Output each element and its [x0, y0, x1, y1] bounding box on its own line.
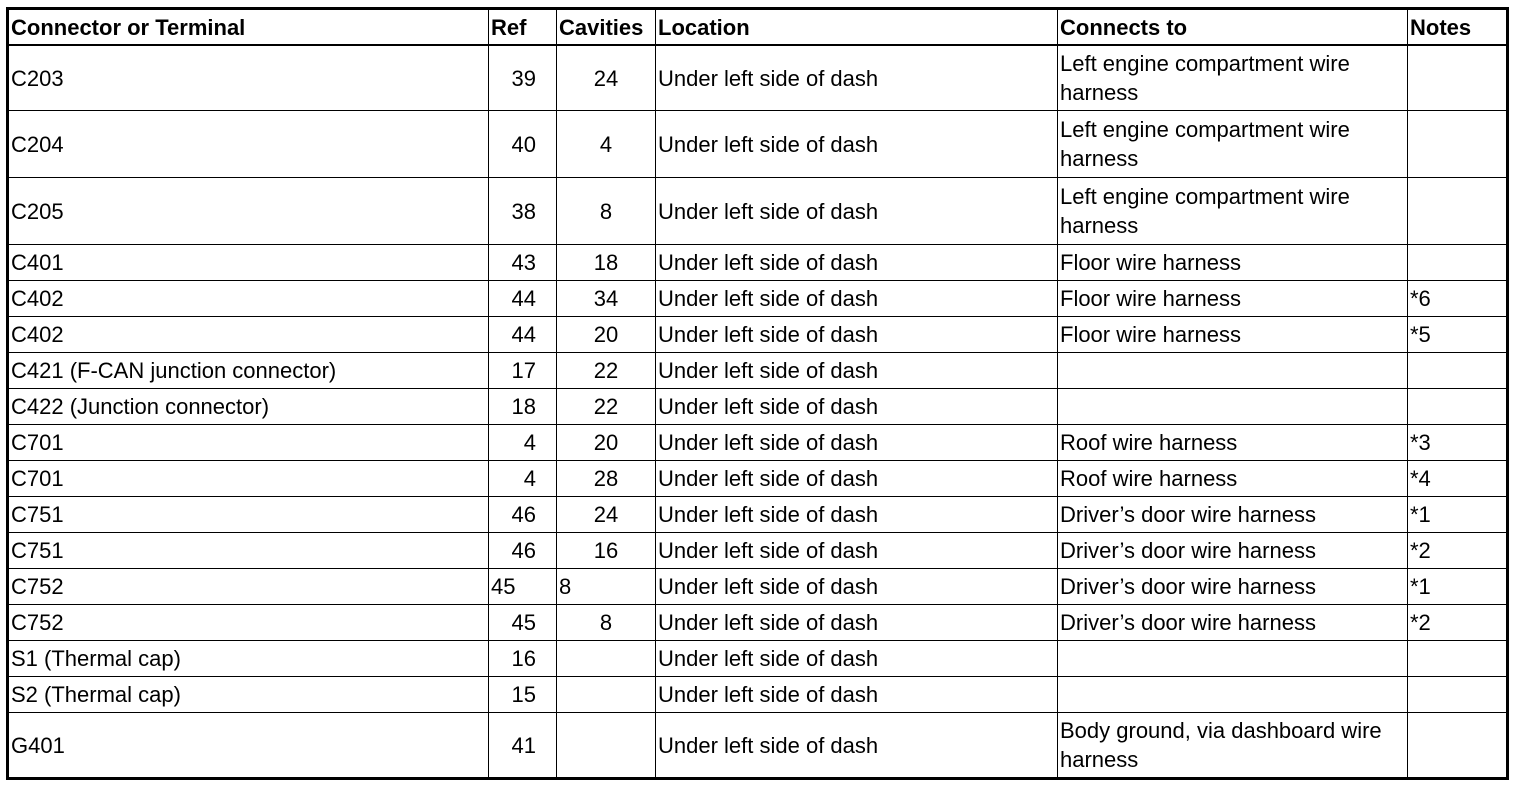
- cell-connector: C204: [8, 111, 489, 178]
- cell-location: Under left side of dash: [656, 533, 1058, 569]
- cell-ref: 41: [489, 713, 557, 779]
- cell-notes: [1408, 45, 1508, 111]
- cell-connector: C751: [8, 533, 489, 569]
- cell-location: Under left side of dash: [656, 45, 1058, 111]
- cell-location: Under left side of dash: [656, 353, 1058, 389]
- cell-cavities: 4: [557, 111, 656, 178]
- table-row: [8, 497, 1508, 533]
- cell-ref: 45: [489, 605, 557, 641]
- table-row: [8, 178, 1508, 245]
- cell-notes: *2: [1408, 533, 1508, 569]
- cell-location: Under left side of dash: [656, 245, 1058, 281]
- cell-connector: C752: [8, 569, 489, 605]
- cell-ref: 40: [489, 111, 557, 178]
- cell-connector: C752: [8, 605, 489, 641]
- cell-connects-to: [1058, 353, 1408, 389]
- cell-ref: 4: [489, 461, 557, 497]
- cell-connector: C422 (Junction connector): [8, 389, 489, 425]
- cell-connects-to: Floor wire harness: [1058, 317, 1408, 353]
- cell-cavities: 16: [557, 533, 656, 569]
- cell-notes: [1408, 353, 1508, 389]
- table-row: [8, 569, 1508, 605]
- cell-ref: 39: [489, 45, 557, 111]
- header-cavities: Cavities: [557, 9, 656, 46]
- table-row: [8, 677, 1508, 713]
- cell-notes: [1408, 245, 1508, 281]
- cell-connects-to: Left engine compartment wire harness: [1058, 111, 1408, 178]
- cell-cavities: 22: [557, 353, 656, 389]
- table-row: [8, 533, 1508, 569]
- cell-cavities: 24: [557, 497, 656, 533]
- cell-location: Under left side of dash: [656, 389, 1058, 425]
- cell-location: Under left side of dash: [656, 605, 1058, 641]
- cell-location: Under left side of dash: [656, 569, 1058, 605]
- connector-table-container: [6, 7, 1509, 780]
- cell-cavities: 24: [557, 45, 656, 111]
- cell-connects-to: Roof wire harness: [1058, 461, 1408, 497]
- table-row: [8, 281, 1508, 317]
- cell-cavities: 22: [557, 389, 656, 425]
- cell-ref: 38: [489, 178, 557, 245]
- cell-connector: C203: [8, 45, 489, 111]
- cell-notes: *1: [1408, 569, 1508, 605]
- cell-ref: 18: [489, 389, 557, 425]
- table-row: [8, 389, 1508, 425]
- header-notes: Notes: [1408, 9, 1508, 46]
- cell-cavities: 8: [557, 178, 656, 245]
- header-row: [8, 9, 1508, 46]
- cell-notes: [1408, 677, 1508, 713]
- cell-location: Under left side of dash: [656, 713, 1058, 779]
- cell-location: Under left side of dash: [656, 497, 1058, 533]
- cell-connects-to: Floor wire harness: [1058, 281, 1408, 317]
- cell-connects-to: [1058, 641, 1408, 677]
- cell-cavities: 18: [557, 245, 656, 281]
- cell-location: Under left side of dash: [656, 677, 1058, 713]
- cell-connector: C701: [8, 461, 489, 497]
- cell-ref: 4: [489, 425, 557, 461]
- cell-ref: 16: [489, 641, 557, 677]
- cell-location: Under left side of dash: [656, 178, 1058, 245]
- cell-connects-to: Roof wire harness: [1058, 425, 1408, 461]
- cell-notes: *5: [1408, 317, 1508, 353]
- cell-notes: [1408, 111, 1508, 178]
- cell-location: Under left side of dash: [656, 111, 1058, 178]
- cell-connects-to: Left engine compartment wire harness: [1058, 178, 1408, 245]
- table-row: [8, 353, 1508, 389]
- table-row: [8, 45, 1508, 111]
- cell-cavities: [557, 677, 656, 713]
- cell-connects-to: [1058, 389, 1408, 425]
- cell-ref: 17: [489, 353, 557, 389]
- cell-connector: S1 (Thermal cap): [8, 641, 489, 677]
- cell-notes: [1408, 389, 1508, 425]
- cell-location: Under left side of dash: [656, 317, 1058, 353]
- cell-connector: C421 (F-CAN junction connector): [8, 353, 489, 389]
- table-row: [8, 461, 1508, 497]
- cell-connects-to: Floor wire harness: [1058, 245, 1408, 281]
- header-location: Location: [656, 9, 1058, 46]
- cell-location: Under left side of dash: [656, 281, 1058, 317]
- cell-ref: 46: [489, 497, 557, 533]
- cell-cavities: 28: [557, 461, 656, 497]
- cell-notes: [1408, 178, 1508, 245]
- cell-cavities: 34: [557, 281, 656, 317]
- cell-cavities: 8: [557, 569, 656, 605]
- connector-table: [6, 7, 1509, 780]
- cell-cavities: [557, 641, 656, 677]
- cell-connects-to: Body ground, via dashboard wire harness: [1058, 713, 1408, 779]
- cell-location: Under left side of dash: [656, 425, 1058, 461]
- cell-ref: 43: [489, 245, 557, 281]
- table-row: [8, 245, 1508, 281]
- cell-ref: 44: [489, 317, 557, 353]
- table-row: [8, 111, 1508, 178]
- cell-notes: *6: [1408, 281, 1508, 317]
- cell-notes: *3: [1408, 425, 1508, 461]
- cell-connector: G401: [8, 713, 489, 779]
- cell-ref: 46: [489, 533, 557, 569]
- cell-notes: *4: [1408, 461, 1508, 497]
- cell-connector: S2 (Thermal cap): [8, 677, 489, 713]
- cell-cavities: 20: [557, 317, 656, 353]
- cell-connector: C751: [8, 497, 489, 533]
- cell-notes: [1408, 713, 1508, 779]
- header-connects-to: Connects to: [1058, 9, 1408, 46]
- cell-ref: 44: [489, 281, 557, 317]
- table-row: [8, 713, 1508, 779]
- table-row: [8, 317, 1508, 353]
- table-row: [8, 641, 1508, 677]
- cell-connects-to: Driver’s door wire harness: [1058, 497, 1408, 533]
- cell-connects-to: Driver’s door wire harness: [1058, 605, 1408, 641]
- cell-connector: C701: [8, 425, 489, 461]
- cell-connector: C402: [8, 317, 489, 353]
- cell-connector: C402: [8, 281, 489, 317]
- cell-ref: 45: [489, 569, 557, 605]
- cell-connector: C205: [8, 178, 489, 245]
- cell-cavities: 8: [557, 605, 656, 641]
- cell-location: Under left side of dash: [656, 641, 1058, 677]
- cell-cavities: [557, 713, 656, 779]
- cell-connector: C401: [8, 245, 489, 281]
- cell-cavities: 20: [557, 425, 656, 461]
- cell-notes: *2: [1408, 605, 1508, 641]
- cell-connects-to: Left engine compartment wire harness: [1058, 45, 1408, 111]
- header-connector: Connector or Terminal: [8, 9, 489, 46]
- cell-connects-to: [1058, 677, 1408, 713]
- cell-location: Under left side of dash: [656, 461, 1058, 497]
- cell-notes: [1408, 641, 1508, 677]
- cell-connects-to: Driver’s door wire harness: [1058, 533, 1408, 569]
- header-ref: Ref: [489, 9, 557, 46]
- table-row: [8, 605, 1508, 641]
- cell-connects-to: Driver’s door wire harness: [1058, 569, 1408, 605]
- table-row: [8, 425, 1508, 461]
- cell-ref: 15: [489, 677, 557, 713]
- cell-notes: *1: [1408, 497, 1508, 533]
